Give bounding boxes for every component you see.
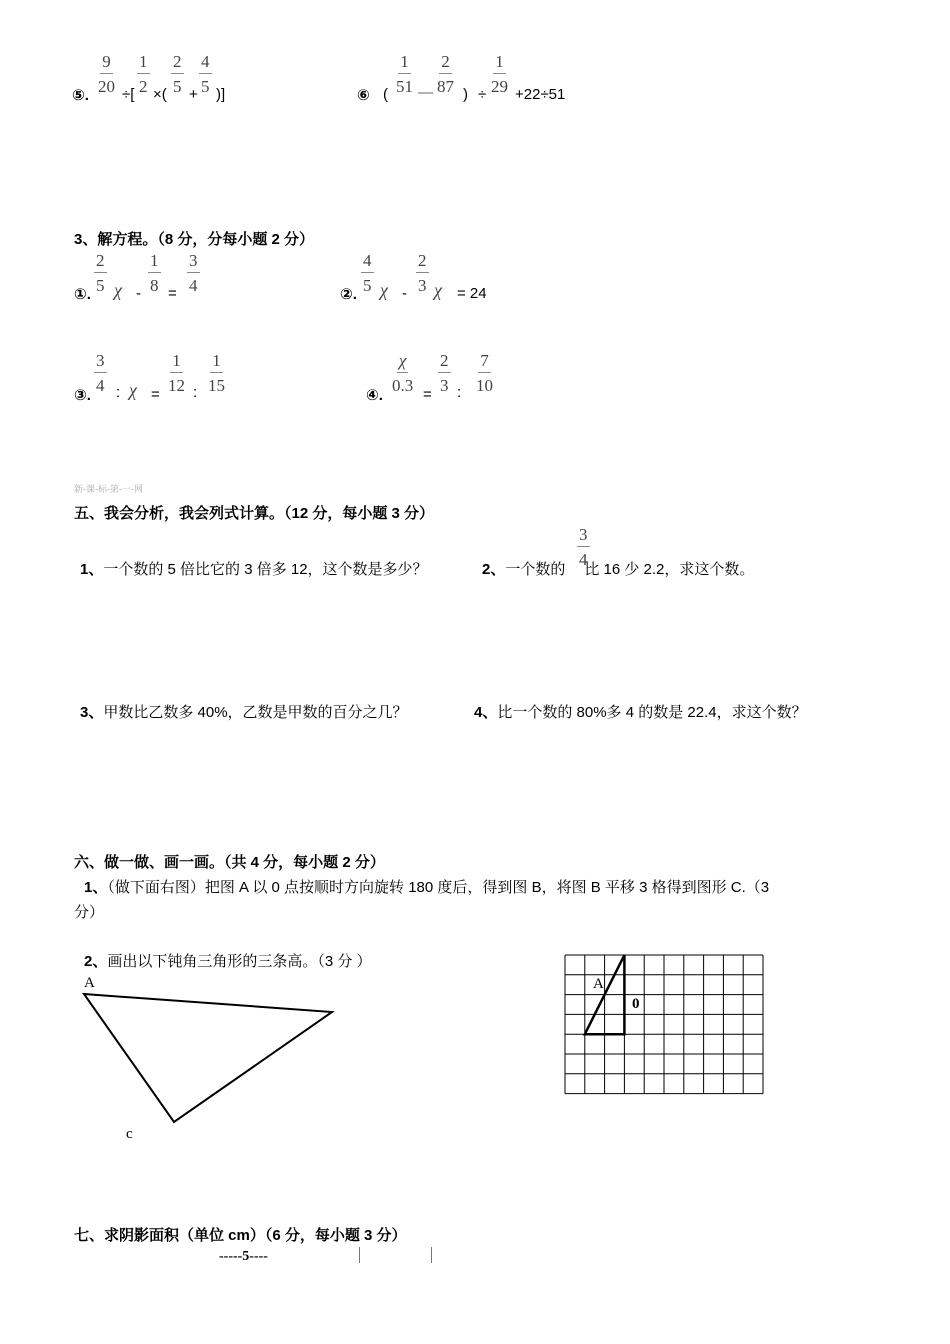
fraction: $\frac{1}{51}$ [396,52,413,96]
grid-point-o-label: 0 [632,996,640,1012]
drawing-question-1-cont: 分） [74,904,105,921]
operator: ) [463,86,468,103]
section-3-title: 3、解方程。（8 分，分每小题 2 分） [74,231,315,248]
operator: ÷[ [122,86,135,103]
triangle-vertex-a-label: A [84,975,95,991]
equation-1-label: ①. [74,286,91,303]
fraction: $\frac{4}{5}$ [363,251,372,295]
question-2: 2、一个数的 比 16 少 2.2，求这个数。 [482,561,755,578]
fraction: $\frac{2}{3}$ [440,351,449,395]
operator: ÷ [478,86,487,103]
question-4: 4、比一个数的 80%多 4 的数是 22.4，求这个数？ [474,704,807,721]
page-number: -----5---- [219,1249,268,1264]
triangle-vertex-c-label: c [126,1126,133,1142]
fraction: $\frac{3}{4}$ [579,525,588,569]
variable-x: χ [380,280,388,300]
equation-2-label: ②. [340,286,357,303]
operator: ×( [153,86,167,103]
operator: + [189,86,198,103]
section-6-title: 六、做一做、画一画。（共 4 分，每小题 2 分） [74,854,385,871]
operator: = [151,386,160,403]
fraction: $\frac{2}{5}$ [173,52,182,96]
drawing-question-1: 1、（做下面右图）把图 A 以 0 点按顺时方向旋转 180 度后，得到图 B，将图 B 平移 3 格得到图形 C.（3 [84,879,770,896]
ratio-colon: : [193,384,198,401]
fraction: $\frac{3}{4}$ [189,251,198,295]
fraction: $\frac{2}{3}$ [418,251,427,295]
fraction: $\frac{2}{87}$ [437,52,454,96]
grid-figure-a-label: A [593,976,604,992]
fraction: $\frac{1}{29}$ [491,52,508,96]
section-7-title: 七、求阴影面积（单位 cm）（6 分，每小题 3 分） [74,1227,407,1244]
problem-6-label: ⑥ [357,87,370,104]
fraction: $\frac{7}{10}$ [476,351,493,395]
drawing-question-2: 2、画出以下钝角三角形的三条高。（3 分 ） [84,953,372,970]
fraction: $\frac{\chi}{0.3}$ [392,351,414,395]
obtuse-triangle-figure [70,970,350,1150]
fraction: $\frac{4}{5}$ [201,52,210,96]
section-5-title: 五、我会分析，我会列式计算。（12 分，每小题 3 分） [74,505,435,522]
fraction: $\frac{2}{5}$ [96,251,105,295]
ratio-colon: : [457,384,462,401]
problem-5-label: ⑤. [72,87,89,104]
fraction: $\frac{3}{4}$ [96,351,105,395]
fraction: $\frac{1}{15}$ [208,351,225,395]
watermark-text: 新-课-标-第-一-网 [74,484,143,494]
fraction: $\frac{1}{12}$ [168,351,185,395]
operator: ( [383,86,388,103]
variable-x: χ [114,280,122,300]
operator: )] [216,86,226,103]
fraction: $\frac{1}{2}$ [139,52,148,96]
variable-x: χ [434,280,442,300]
operator: - [136,285,141,302]
question-3: 3、甲数比乙数多 40%，乙数是甲数的百分之几？ [80,704,408,721]
fraction: $\frac{9}{20}$ [98,52,115,96]
expression-tail: +22÷51 [515,86,566,103]
fraction: $\frac{1}{8}$ [150,251,159,295]
obtuse-triangle [84,994,332,1122]
operator: = [168,285,177,302]
operator: — [418,84,433,101]
question-1: 1、一个数的 5 倍比它的 3 倍多 12，这个数是多少？ [80,561,428,578]
variable-x: χ [129,380,137,400]
divider [431,1247,432,1263]
ratio-colon: : [116,384,121,401]
equation-4-label: ④. [366,387,383,404]
equation-3-label: ③. [74,387,91,404]
divider [359,1247,360,1263]
operator: = [423,386,432,403]
expression-tail: = 24 [457,285,487,302]
operator: - [402,285,407,302]
